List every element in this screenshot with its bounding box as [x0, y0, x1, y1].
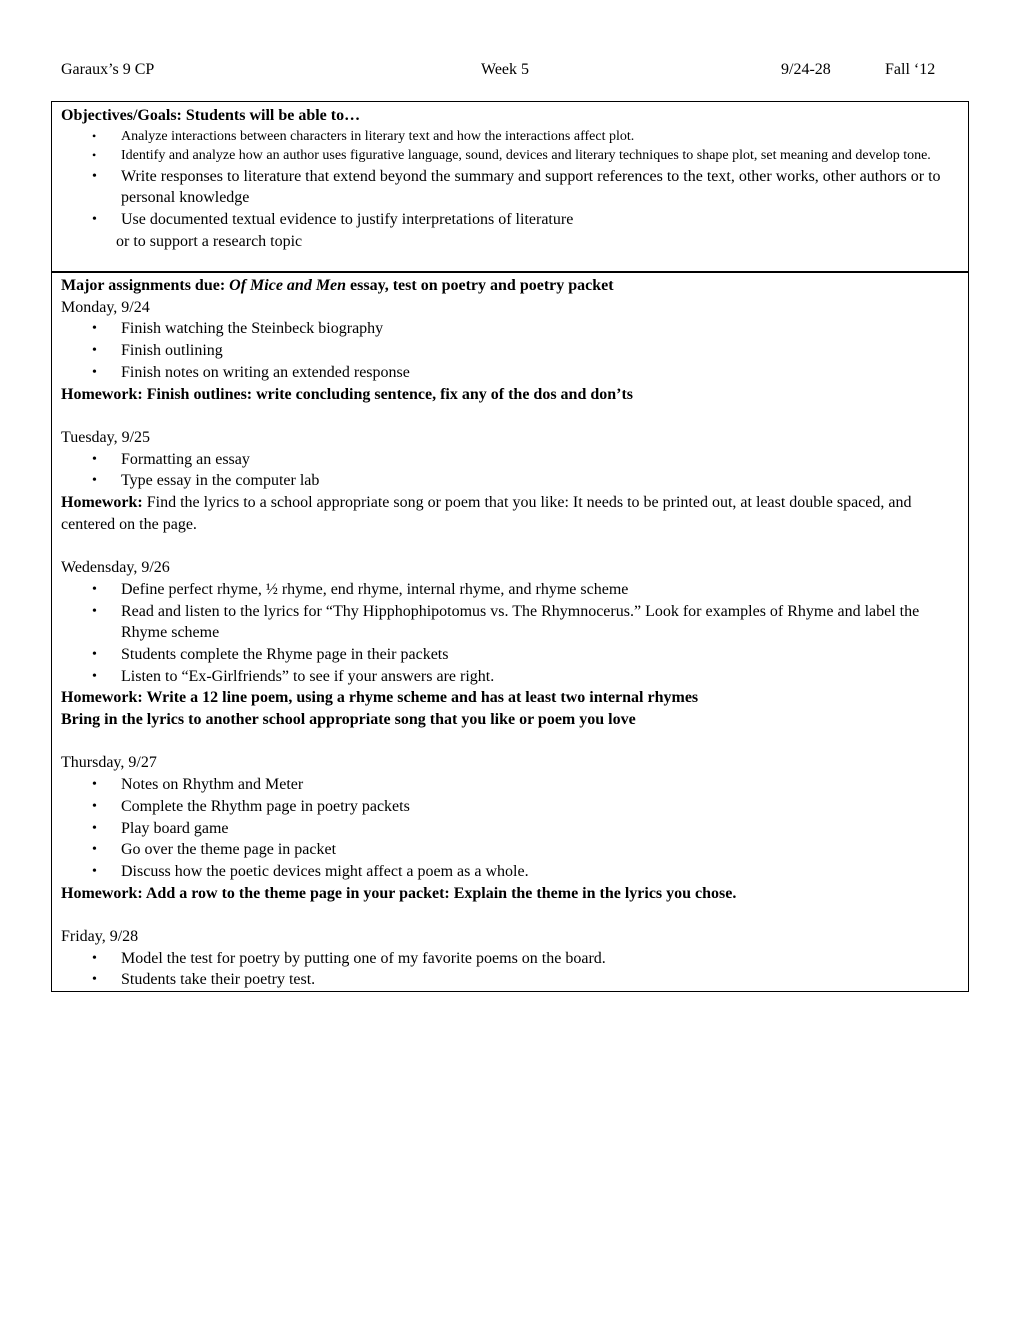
day-bullet: • Define perfect rhyme, ½ rhyme, end rhyme, internal rhyme, and rhyme scheme — [61, 579, 968, 601]
homework-text: Finish outlines: write concluding sentence, fix any of the dos and don’ts — [146, 385, 634, 403]
day-bullet: • Finish notes on writing an extended response — [61, 362, 968, 384]
day-heading: Monday, 9/24 — [61, 298, 150, 316]
header-term: Fall ‘12 — [885, 61, 936, 78]
day-bullet: • Notes on Rhythm and Meter — [61, 774, 968, 796]
homework — [61, 687, 968, 709]
major-assignments — [61, 275, 968, 297]
day-section — [61, 557, 968, 752]
homework-label: Homework: — [61, 689, 147, 707]
day-bullets — [61, 318, 968, 383]
day-bullet: • Finish watching the Steinbeck biography — [61, 318, 968, 340]
day-heading: Friday, 9/28 — [61, 928, 139, 946]
day-bullet: • Formatting an essay — [61, 449, 968, 471]
day-bullet: • Finish outlining — [61, 340, 968, 362]
day-bullet: • Read and listen to the lyrics for “Thy Hipphophipotomus vs. The Rhymnocerus.” Look for examples of Rhyme and label the Rhyme scheme — [61, 601, 968, 644]
day-bullet: • Students take their poetry test. — [61, 969, 968, 991]
header-course: Garaux’s 9 CP — [61, 61, 155, 78]
objective-item: • Use documented textual evidence to justify interpretations of literature — [61, 209, 968, 231]
day-bullet: • Model the test for poetry by putting one of my favorite poems on the board. — [61, 948, 968, 970]
objective-item: • Identify and analyze how an author uses figurative language, sound, devices and literary techniques to shape plot, set meaning and develop tone. — [61, 146, 968, 166]
day-heading: Tuesday, 9/25 — [61, 428, 151, 446]
objective-item: • Analyze interactions between characters in literary text and how the interactions affect plot. — [61, 127, 968, 147]
day-bullet: • Play board game — [61, 818, 968, 840]
objectives-list — [61, 127, 968, 231]
homework-text: Add a row to the theme page in your packet: Explain the theme in the lyrics you chose. — [145, 884, 737, 902]
day-heading: Wedensday, 9/26 — [61, 559, 170, 577]
day-section — [61, 297, 968, 427]
homework — [61, 883, 968, 905]
objective-item: • Write responses to literature that extend beyond the summary and support references to the text, other works, other authors or to personal knowledge — [61, 166, 968, 209]
objectives-box — [51, 101, 969, 273]
major-label: Major assignments due: — [61, 277, 230, 294]
homework — [61, 492, 968, 535]
day-bullets — [61, 948, 968, 991]
day-bullets — [61, 774, 968, 883]
schedule-box — [51, 271, 969, 992]
major-title: Of Mice and Men — [229, 277, 347, 294]
homework-label: Homework: — [61, 884, 146, 902]
day-heading: Thursday, 9/27 — [61, 754, 157, 772]
major-rest: essay, test on poetry and poetry packet — [346, 277, 614, 294]
day-bullet: • Discuss how the poetic devices might affect a poem as a whole. — [61, 861, 968, 883]
day-bullets — [61, 579, 968, 688]
day-bullet: • Students complete the Rhyme page in their packets — [61, 644, 968, 666]
homework-label: Homework: — [61, 494, 147, 512]
day-bullet: • Type essay in the computer lab — [61, 470, 968, 492]
day-bullet: • Complete the Rhythm page in poetry packets — [61, 796, 968, 818]
day-section — [61, 427, 968, 557]
day-bullet: • Go over the theme page in packet — [61, 839, 968, 861]
objectives-title: Objectives/Goals: Students will be able to… — [61, 107, 361, 124]
homework — [61, 384, 968, 406]
day-bullets — [61, 449, 968, 492]
homework-text: Find the lyrics to a school appropriate song or poem that you like: It needs to be printed out, at least double spaced, and centered on the page. — [61, 494, 912, 533]
day-section — [61, 752, 968, 926]
homework-extra: Bring in the lyrics to another school appropriate song that you like or poem you love — [61, 711, 636, 729]
header-dates: 9/24-28 — [781, 61, 831, 78]
header-week: Week 5 — [481, 61, 530, 78]
objective-continuation: or to support a research topic — [116, 232, 303, 250]
day-bullet: • Listen to “Ex-Girlfriends” to see if your answers are right. — [61, 666, 968, 688]
homework-text: Write a 12 line poem, using a rhyme scheme and has at least two internal rhymes — [146, 689, 699, 707]
day-section — [61, 926, 968, 991]
homework-label: Homework: — [61, 385, 147, 403]
